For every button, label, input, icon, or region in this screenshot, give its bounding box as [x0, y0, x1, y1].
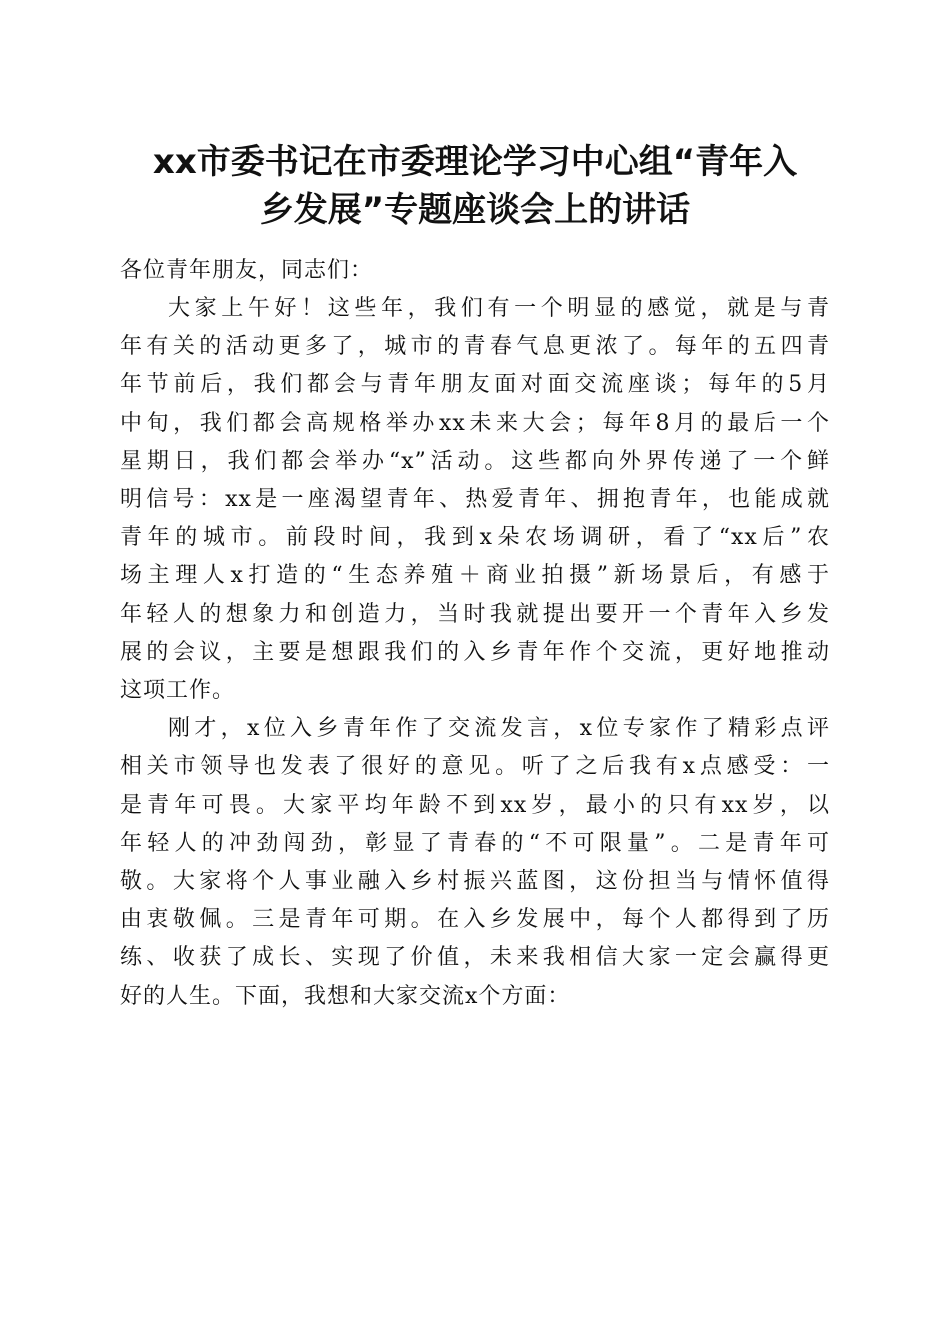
paragraph-line: 年轻人的想象力和创造力，当时我就提出要开一个青年入乡发 [120, 601, 830, 627]
paragraph-line: 场主理人x打造的“生态养殖＋商业拍摄”新场景后，有感于 [120, 563, 830, 589]
paragraph-line: 年有关的活动更多了，城市的青春气息更浓了。每年的五四青 [120, 334, 830, 360]
paragraph-line: 年节前后，我们都会与青年朋友面对面交流座谈；每年的5月 [120, 372, 830, 398]
paragraph-line: 敬。大家将个人事业融入乡村振兴蓝图，这份担当与情怀值得 [120, 869, 830, 895]
paragraph-line: 大家上午好！这些年，我们有一个明显的感觉，就是与青 [168, 296, 830, 321]
document-title [110, 138, 840, 234]
paragraph-line: 刚才，x位入乡青年作了交流发言，x位专家作了精彩点评 [168, 716, 830, 742]
paragraph-line: 明信号：xx是一座渴望青年、热爱青年、拥抱青年，也能成就 [120, 487, 830, 513]
paragraph-line: 年轻人的冲劲闯劲，彰显了青春的“不可限量”。二是青年可 [120, 830, 830, 856]
paragraph-line: 由衷敬佩。三是青年可期。在入乡发展中，每个人都得到了历 [120, 907, 830, 933]
paragraph-line: 是青年可畏。大家平均年龄不到xx岁，最小的只有xx岁，以 [120, 792, 830, 818]
salutation: 各位青年朋友，同志们： [120, 258, 374, 283]
paragraph-line: 中旬，我们都会高规格举办xx未来大会；每年8月的最后一个 [120, 410, 830, 436]
title-line-1: xx市委书记在市委理论学习中心组“青年入 [152, 142, 798, 182]
paragraph-line: 好的人生。下面，我想和大家交流x个方面： [120, 983, 571, 1009]
paragraph-line: 这项工作。 [120, 678, 236, 704]
paragraph-line: 星期日，我们都会举办“x”活动。这些都向外界传递了一个鲜 [120, 448, 830, 474]
title-line-2: 乡发展”专题座谈会上的讲话 [259, 190, 691, 230]
paragraph-line: 练、收获了成长、实现了价值，未来我相信大家一定会赢得更 [120, 945, 830, 971]
paragraph-line: 相关市领导也发表了很好的意见。听了之后我有x点感受：一 [120, 754, 830, 780]
paragraph-line: 青年的城市。前段时间，我到x朵农场调研，看了“xx后”农 [120, 525, 830, 551]
document-body [120, 252, 830, 1016]
paragraph-line: 展的会议，主要是想跟我们的入乡青年作个交流，更好地推动 [120, 639, 830, 665]
paragraph-1 [120, 290, 830, 710]
paragraph-2 [120, 710, 830, 1016]
